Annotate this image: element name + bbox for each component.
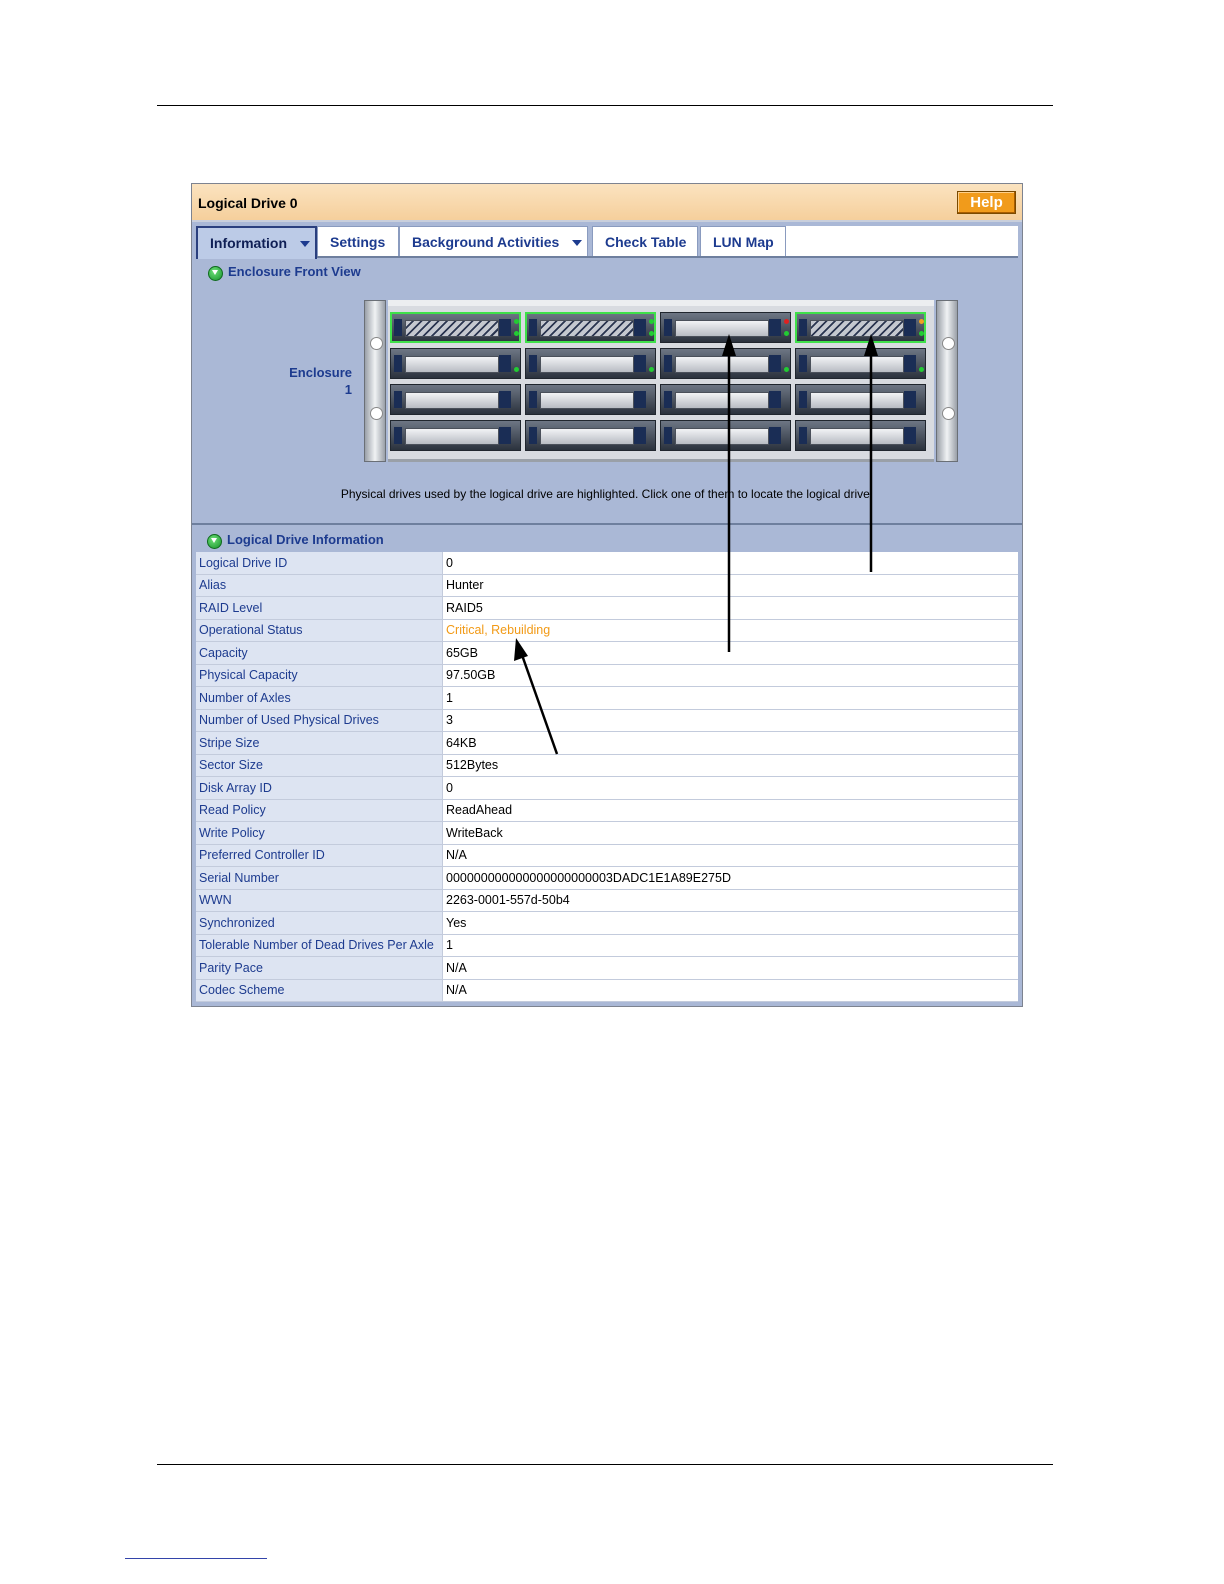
info-row-key: Logical Drive ID	[196, 552, 443, 574]
tab-settings-label: Settings	[330, 234, 386, 250]
info-row-key: Write Policy	[196, 822, 443, 845]
info-row-key: Alias	[196, 574, 443, 597]
tab-lun-map-label: LUN Map	[713, 234, 774, 250]
info-row-value: 65GB	[443, 642, 1019, 665]
enclosure-number: 1	[344, 382, 352, 397]
callout-arrow	[514, 638, 557, 754]
info-row-value: ReadAhead	[443, 799, 1019, 822]
info-row-value: 3	[443, 709, 1019, 732]
info-row-key: Disk Array ID	[196, 777, 443, 800]
info-row-value: RAID5	[443, 597, 1019, 620]
info-row-value: N/A	[443, 979, 1019, 1002]
info-row-key: Stripe Size	[196, 732, 443, 755]
info-row-value: 512Bytes	[443, 754, 1019, 777]
enclosure-hint: Physical drives used by the logical drive are highlighted. Click one of them to locate the logical drive.	[340, 487, 874, 501]
callout-arrow	[864, 334, 878, 572]
panel-title: Logical Drive 0	[198, 195, 298, 211]
tab-background-activities-label: Background Activities	[412, 234, 560, 250]
tab-information-label: Information	[210, 235, 287, 251]
info-row-key: Parity Pace	[196, 957, 443, 980]
enclosure-label-text: Enclosure	[289, 365, 352, 380]
info-row-value: Yes	[443, 912, 1019, 935]
info-row-key: Sector Size	[196, 754, 443, 777]
enclosure-section-title[interactable]: Enclosure Front View	[228, 264, 361, 279]
info-section-title[interactable]: Logical Drive Information	[227, 532, 384, 547]
info-row-key: Operational Status	[196, 619, 443, 642]
info-row-value: 1	[443, 687, 1019, 710]
info-row-value: 2263-0001-557d-50b4	[443, 889, 1019, 912]
help-button[interactable]: Help	[957, 191, 1016, 214]
info-row-key: Codec Scheme	[196, 979, 443, 1002]
info-row-key: RAID Level	[196, 597, 443, 620]
info-row-value: 0	[443, 552, 1019, 574]
info-row-key: Number of Axles	[196, 687, 443, 710]
info-row-key: Number of Used Physical Drives	[196, 709, 443, 732]
tab-check-table-label: Check Table	[605, 234, 687, 250]
callout-arrow	[722, 334, 736, 652]
info-row-value: WriteBack	[443, 822, 1019, 845]
info-row-value: 1	[443, 934, 1019, 957]
info-row-key: Physical Capacity	[196, 664, 443, 687]
info-row-key: Capacity	[196, 642, 443, 665]
info-row-key: Tolerable Number of Dead Drives Per Axle	[196, 934, 443, 957]
info-row-key: Synchronized	[196, 912, 443, 935]
footer-link-underline	[125, 1558, 267, 1559]
info-row-value: 0	[443, 777, 1019, 800]
info-row-value: N/A	[443, 957, 1019, 980]
info-row-key: Serial Number	[196, 867, 443, 890]
info-row-value: 97.50GB	[443, 664, 1019, 687]
info-row-value: 000000000000000000000003DADC1E1A89E275D	[443, 867, 1019, 890]
info-row-key: Read Policy	[196, 799, 443, 822]
info-row-value: 64KB	[443, 732, 1019, 755]
info-row-value: N/A	[443, 844, 1019, 867]
info-row-value: Critical, Rebuilding	[443, 619, 1019, 642]
info-row-value: Hunter	[443, 574, 1019, 597]
footer-rule	[157, 1464, 1053, 1465]
info-row-key: WWN	[196, 889, 443, 912]
info-row-key: Preferred Controller ID	[196, 844, 443, 867]
